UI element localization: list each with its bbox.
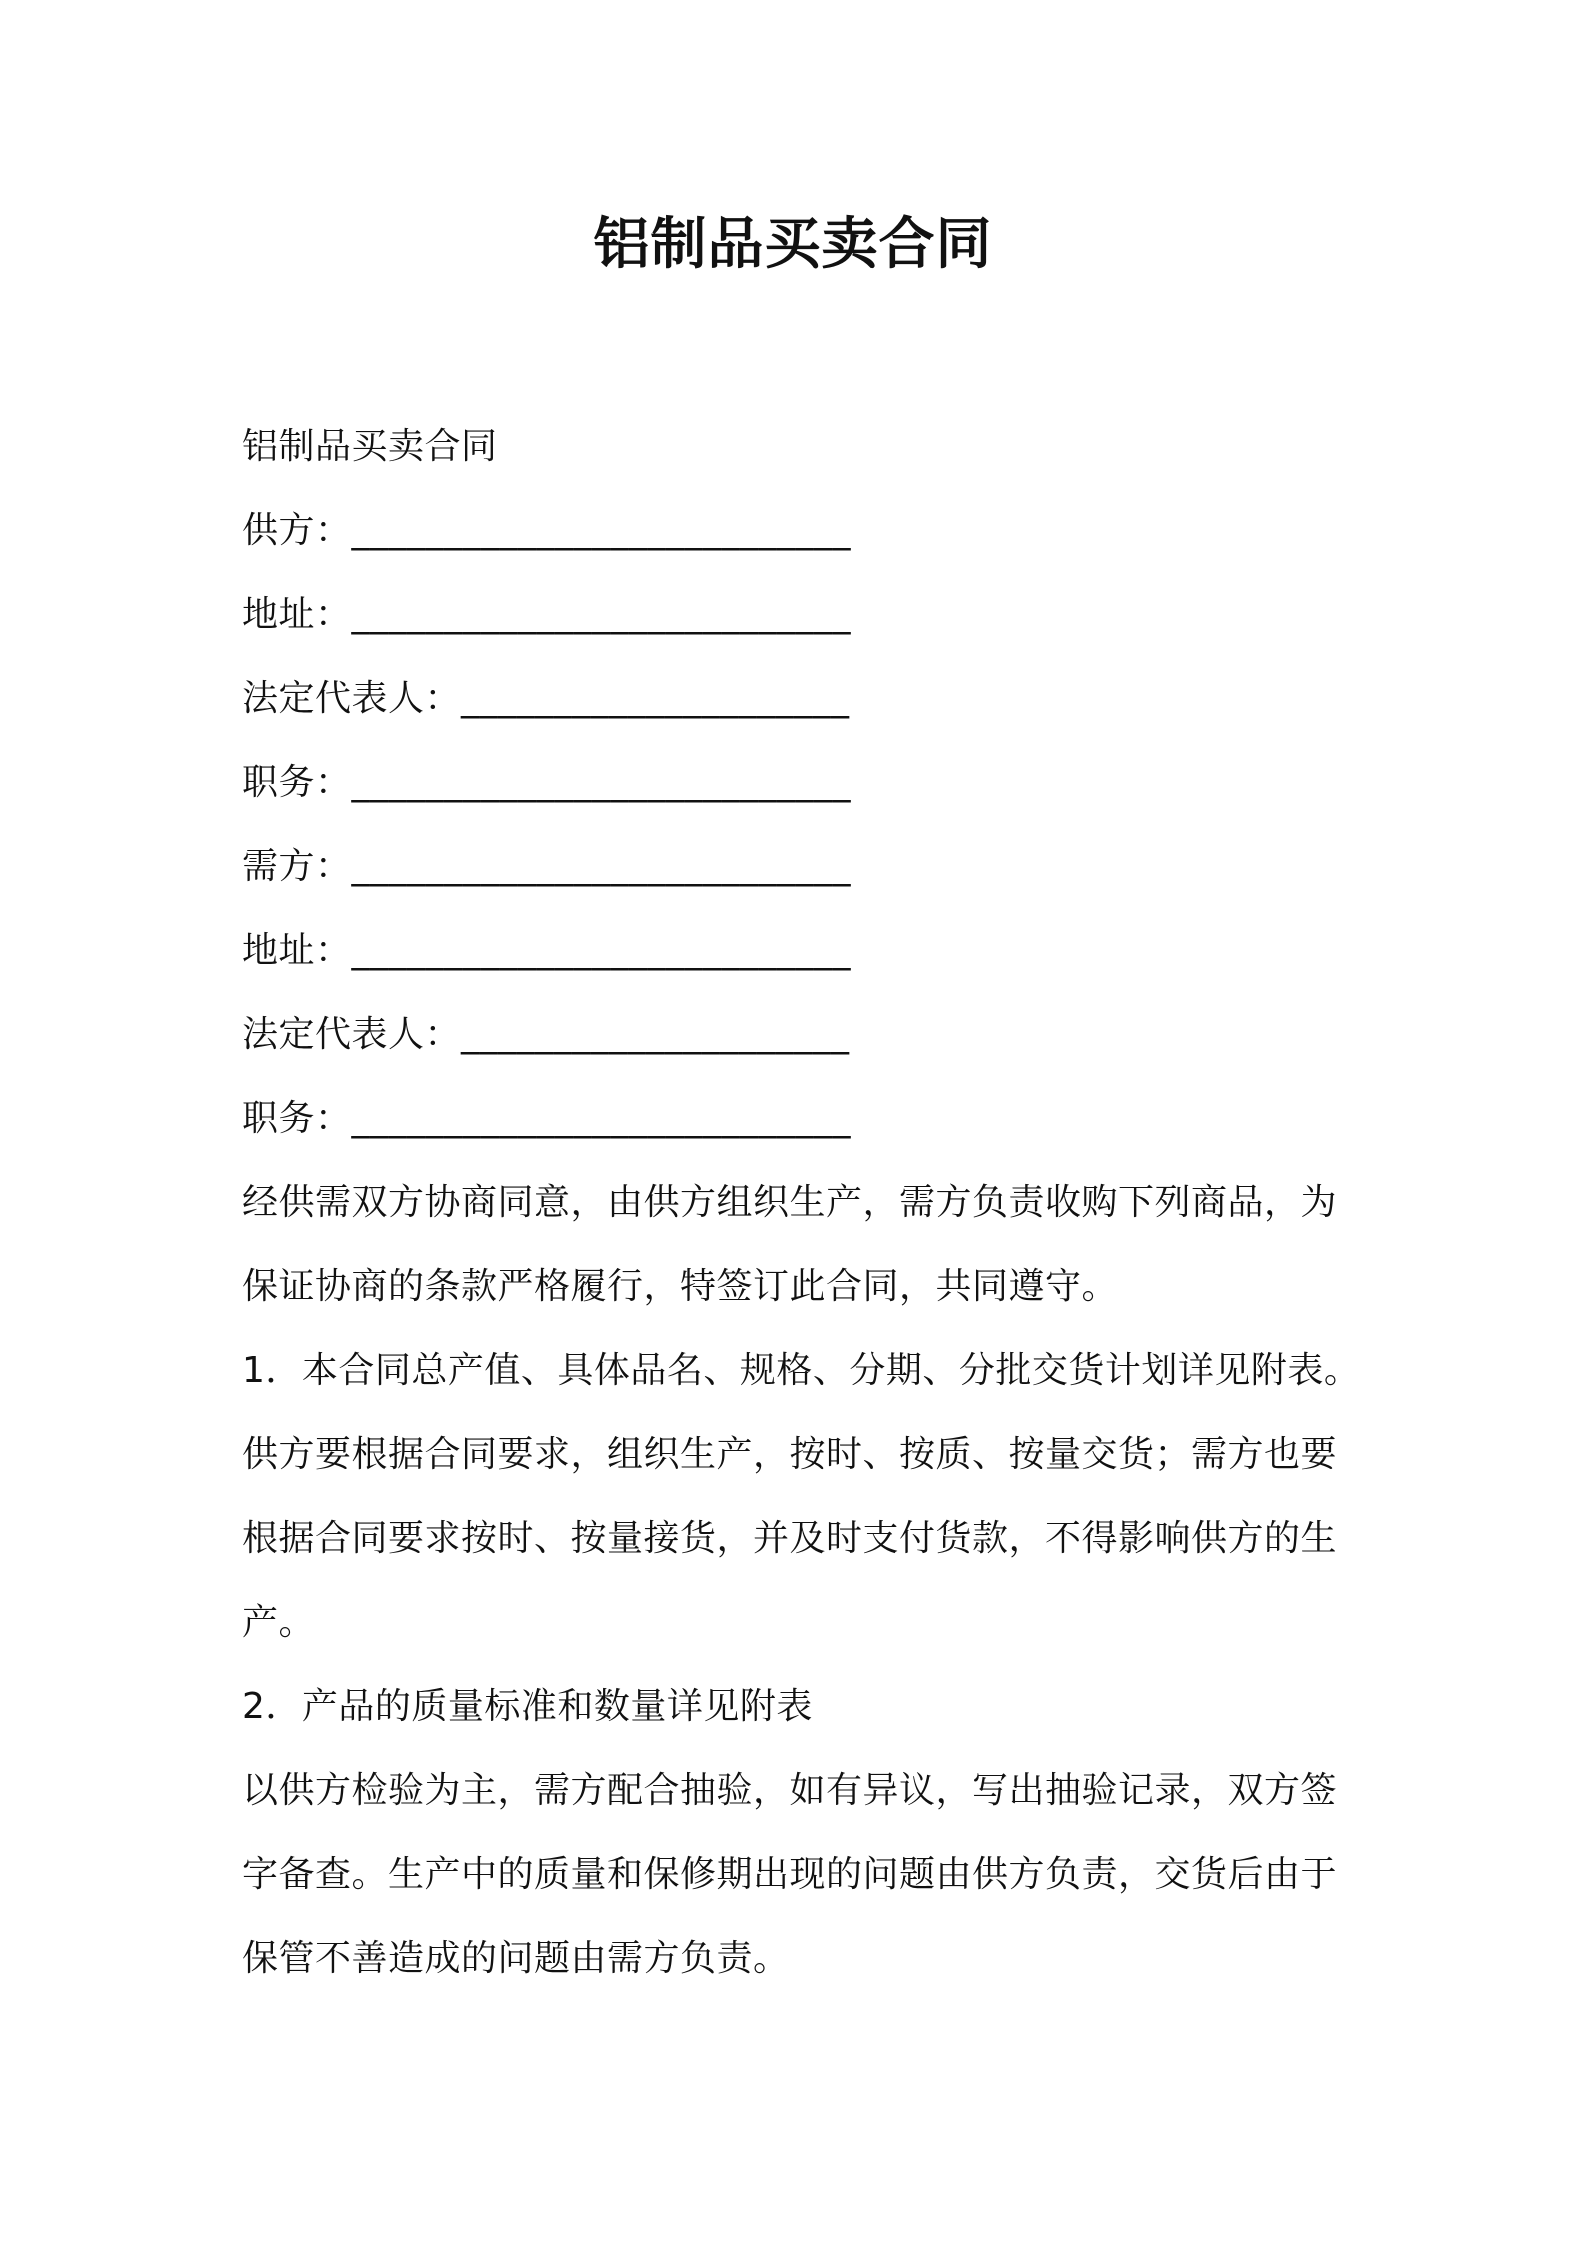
- buyer-position-field: 职务：___________________________: [242, 1098, 852, 1139]
- clause-2-line: 以供方检验为主，需方配合抽验，如有异议，写出抽验记录，双方签: [242, 1770, 1338, 1811]
- clause-2-line: 保管不善造成的问题由需方负责。: [242, 1938, 790, 1979]
- buyer-address-field: 地址：___________________________: [242, 930, 852, 971]
- document-title: 铝制品买卖合同: [593, 212, 993, 277]
- clause-1-line: 产。: [242, 1602, 316, 1643]
- clause-1-line: 1．本合同总产值、具体品名、规格、分期、分批交货计划详见附表。: [242, 1350, 1361, 1391]
- document-body: [242, 405, 1372, 2001]
- clause-1-line: 供方要根据合同要求，组织生产，按时、按质、按量交货；需方也要: [242, 1434, 1338, 1475]
- clause-2-line: 字备查。生产中的质量和保修期出现的问题由供方负责，交货后由于: [242, 1854, 1338, 1895]
- preamble-line: 经供需双方协商同意，由供方组织生产，需方负责收购下列商品，为: [242, 1182, 1338, 1223]
- buyer-field: 需方：___________________________: [242, 846, 852, 887]
- supplier-address-field: 地址：___________________________: [242, 594, 852, 635]
- preamble-line: 保证协商的条款严格履行，特签订此合同，共同遵守。: [242, 1266, 1119, 1307]
- supplier-legal-rep-field: 法定代表人：_____________________: [242, 678, 850, 719]
- buyer-legal-rep-field: 法定代表人：_____________________: [242, 1014, 850, 1055]
- supplier-position-field: 职务：___________________________: [242, 762, 852, 803]
- clause-2-heading: 2．产品的质量标准和数量详见附表: [242, 1686, 813, 1727]
- supplier-field: 供方：___________________________: [242, 510, 852, 551]
- clause-1-line: 根据合同要求按时、按量接货，并及时支付货款，不得影响供方的生: [242, 1518, 1338, 1559]
- subtitle-line: 铝制品买卖合同: [242, 426, 498, 467]
